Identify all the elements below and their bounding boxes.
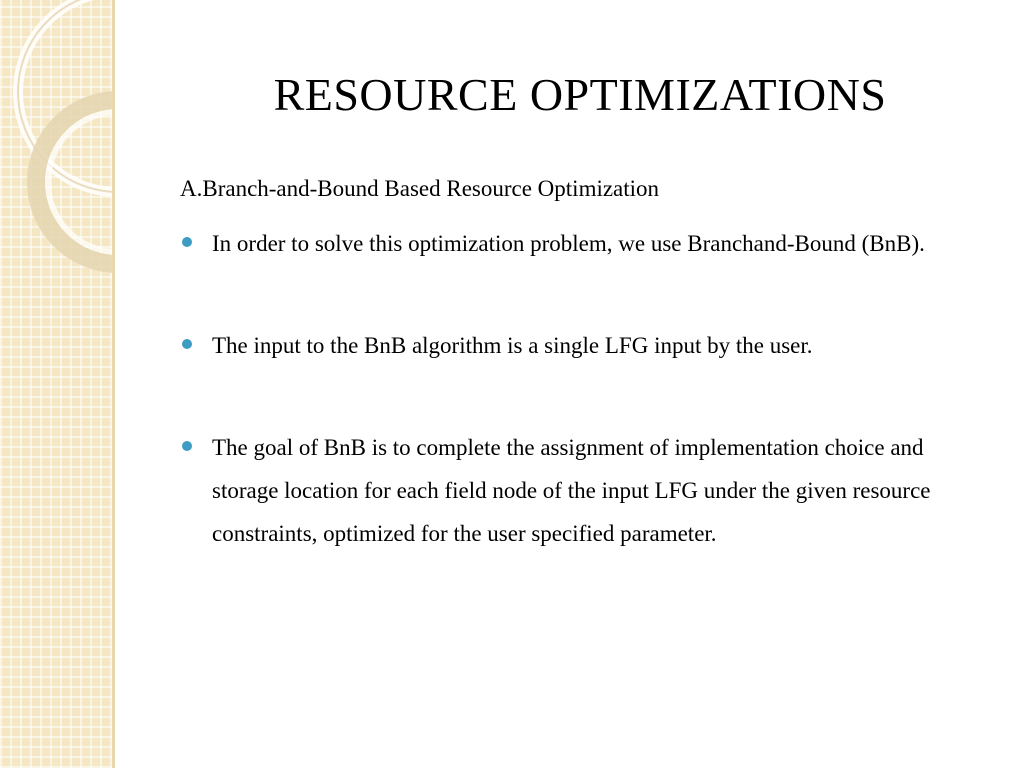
sidebar-edge xyxy=(112,0,115,768)
decorative-rings xyxy=(0,0,112,768)
bullet-dot-icon xyxy=(182,441,192,451)
bullet-item xyxy=(182,426,972,555)
bullet-text: The goal of BnB is to complete the assignment of implementation choice and storage location for each field node of the input LFG under the given resource constraints, optimized for the user specified parameter. xyxy=(212,435,931,546)
section-heading: A.Branch-and-Bound Based Resource Optimization xyxy=(180,176,660,201)
bullet-list xyxy=(182,222,972,555)
decorative-sidebar xyxy=(0,0,112,768)
bullet-dot-icon xyxy=(182,237,192,247)
slide-title: RESOURCE OPTIMIZATIONS xyxy=(273,69,887,120)
bullet-item xyxy=(182,324,972,367)
bullet-text: In order to solve this optimization problem, we use Branchand-Bound (BnB). xyxy=(212,231,925,256)
bullet-text: The input to the BnB algorithm is a single LFG input by the user. xyxy=(212,333,813,358)
bullet-dot-icon xyxy=(182,339,192,349)
bullet-item xyxy=(182,222,972,265)
